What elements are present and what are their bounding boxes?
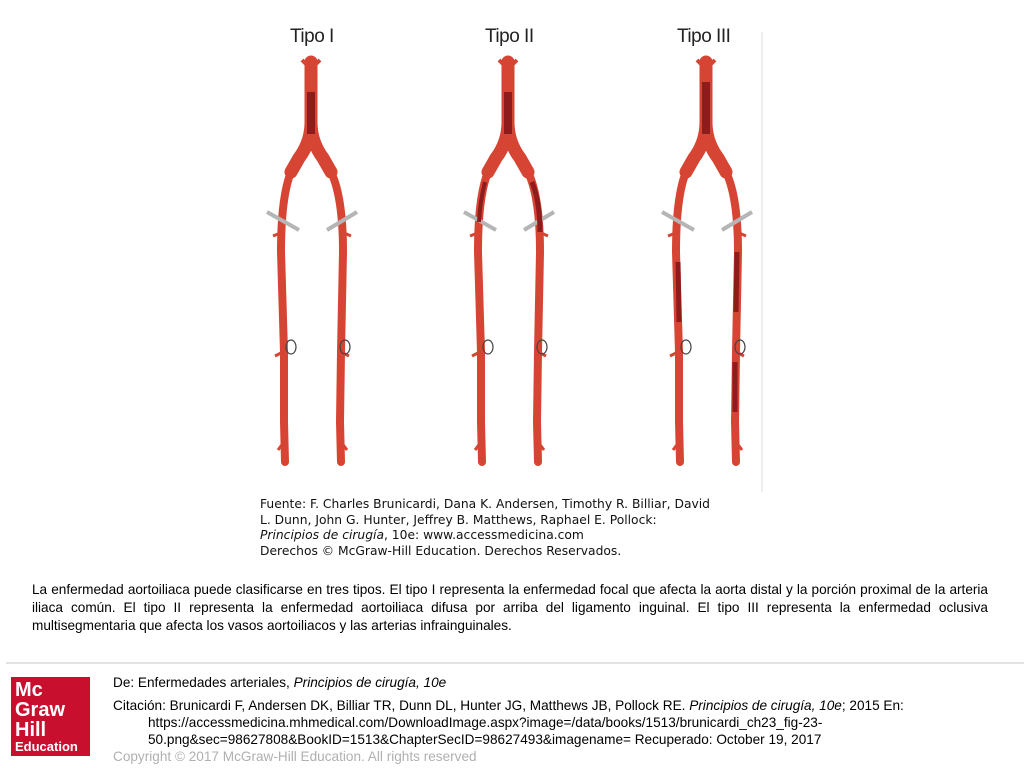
aortoiliac-illustration: [256, 22, 766, 492]
figure-caption: La enfermedad aortoiliaca puede clasificarse en tres tipos. El tipo I representa la enfermedad focal que afecta la aorta distal y la porción proximal de la arteria iliaca común. El tipo II representa la enfermedad aortoiliaca difusa por arriba del ligamento inguinal. El tipo III representa la enfermedad oclusiva multisegmentaria que afecta los vasos aortoiliacos y las arterias infrainguinales.: [32, 582, 988, 633]
source-line: L. Dunn, John G. Hunter, Jeffrey B. Matthews, Raphael E. Pollock:: [260, 512, 657, 527]
tipo-i-label: Tipo I: [290, 26, 334, 47]
source-book-title: Principios de cirugía: [260, 528, 384, 542]
source-line: Fuente: F. Charles Brunicardi, Dana K. Andersen, Timothy R. Billiar, David: [260, 497, 710, 511]
citation-url-2: 50.png&sec=98627808&BookID=1513&ChapterSecID=98627493&imagename= Recuperado: October 19, 2017: [148, 732, 822, 747]
tipo-i-arteries: [267, 60, 357, 462]
tipo-iii-arteries: [662, 60, 752, 462]
copyright: Copyright © 2017 McGraw-Hill Education. All rights reserved: [113, 749, 477, 764]
source-line: Principios de cirugía, 10e: www.accessmedicina.com: [260, 528, 584, 542]
source-line: Derechos © McGraw-Hill Education. Derechos Reservados.: [260, 543, 622, 558]
mcgraw-hill-logo: Mc Graw Hill Education: [11, 677, 90, 756]
citation-url-1: https://accessmedicina.mhmedical.com/DownloadImage.aspx?image=/data/books/1513/brunicardi_ch23_fig-23-: [148, 715, 823, 730]
footer-divider: [6, 662, 1024, 664]
arterial-figure: [256, 22, 766, 562]
tipo-ii-label: Tipo II: [485, 26, 534, 47]
tipo-ii-arteries: [464, 60, 554, 462]
from-line: De: Enfermedades arteriales, Principios de cirugía, 10e: [113, 675, 447, 690]
figure-source: [260, 497, 760, 559]
tipo-iii-label: Tipo III: [677, 26, 731, 47]
citation-block: [113, 674, 1013, 765]
citation-line: Citación: Brunicardi F, Andersen DK, Billiar TR, Dunn DL, Hunter JG, Matthews JB, Pollock RE. Principios de cirugía, 10e; 2015 En:: [113, 698, 904, 713]
